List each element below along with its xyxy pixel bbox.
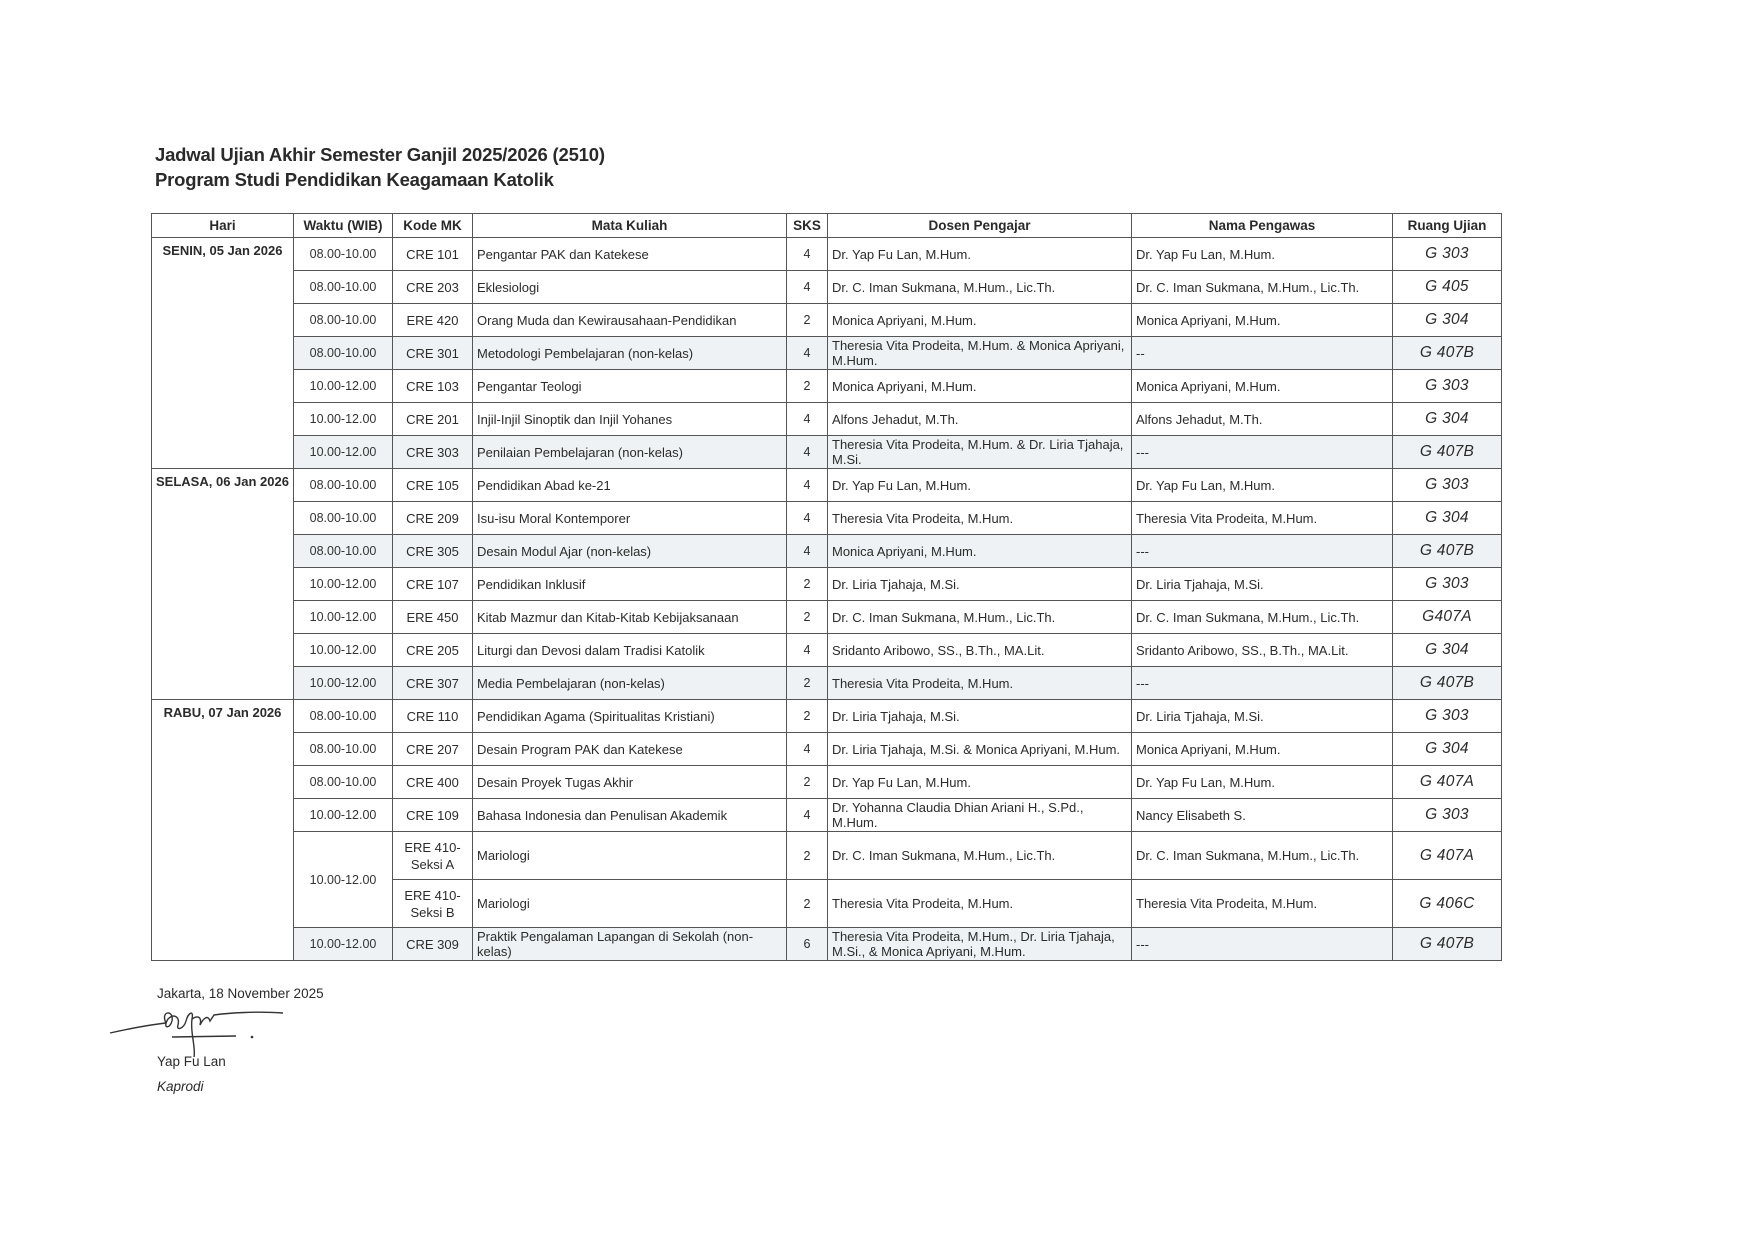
- exam-room-cell: G 407B: [1393, 667, 1502, 700]
- exam-room-cell: G 407A: [1393, 766, 1502, 799]
- proctor-cell: Nancy Elisabeth S.: [1132, 799, 1393, 832]
- credits-cell: 2: [787, 568, 828, 601]
- course-name-cell: Bahasa Indonesia dan Penulisan Akademik: [473, 799, 787, 832]
- document-title: Jadwal Ujian Akhir Semester Ganjil 2025/2026 (2510): [155, 144, 605, 165]
- column-header: Dosen Pengajar: [828, 214, 1132, 238]
- course-code-cell: CRE 110: [393, 700, 473, 733]
- lecturer-cell: Theresia Vita Prodeita, M.Hum., Dr. Liria Tjahaja, M.Si., & Monica Apriyani, M.Hum.: [828, 928, 1132, 961]
- time-cell: 08.00-10.00: [294, 271, 393, 304]
- table-row: [152, 766, 1502, 799]
- credits-cell: 4: [787, 733, 828, 766]
- course-name-cell: Mariologi: [473, 832, 787, 880]
- exam-room-cell: G 304: [1393, 634, 1502, 667]
- course-code-cell: CRE 103: [393, 370, 473, 403]
- time-cell: 08.00-10.00: [294, 700, 393, 733]
- credits-cell: 2: [787, 880, 828, 928]
- exam-room-cell: G 407A: [1393, 832, 1502, 880]
- course-name-cell: Desain Proyek Tugas Akhir: [473, 766, 787, 799]
- lecturer-cell: Dr. C. Iman Sukmana, M.Hum., Lic.Th.: [828, 271, 1132, 304]
- course-name-cell: Pendidikan Agama (Spiritualitas Kristiani): [473, 700, 787, 733]
- course-name-cell: Metodologi Pembelajaran (non-kelas): [473, 337, 787, 370]
- proctor-cell: Theresia Vita Prodeita, M.Hum.: [1132, 880, 1393, 928]
- credits-cell: 4: [787, 238, 828, 271]
- table-row: [152, 370, 1502, 403]
- course-name-cell: Praktik Pengalaman Lapangan di Sekolah (non-kelas): [473, 928, 787, 961]
- place-date: Jakarta, 18 November 2025: [157, 986, 324, 1001]
- lecturer-cell: Theresia Vita Prodeita, M.Hum.: [828, 667, 1132, 700]
- credits-cell: 6: [787, 928, 828, 961]
- table-header-row: [152, 214, 1502, 238]
- time-cell: 10.00-12.00: [294, 403, 393, 436]
- course-code-cell: CRE 209: [393, 502, 473, 535]
- time-cell: 10.00-12.00: [294, 436, 393, 469]
- course-code-cell: CRE 205: [393, 634, 473, 667]
- credits-cell: 2: [787, 700, 828, 733]
- table-row: [152, 469, 1502, 502]
- course-name-cell: Isu-isu Moral Kontemporer: [473, 502, 787, 535]
- lecturer-cell: Dr. Liria Tjahaja, M.Si.: [828, 568, 1132, 601]
- exam-schedule-table: [151, 213, 1502, 961]
- credits-cell: 2: [787, 601, 828, 634]
- course-name-cell: Mariologi: [473, 880, 787, 928]
- course-name-cell: Pengantar PAK dan Katekese: [473, 238, 787, 271]
- proctor-cell: --: [1132, 337, 1393, 370]
- time-cell: 10.00-12.00: [294, 568, 393, 601]
- proctor-cell: Monica Apriyani, M.Hum.: [1132, 304, 1393, 337]
- handwritten-signature-icon: [108, 1003, 308, 1063]
- lecturer-cell: Dr. Liria Tjahaja, M.Si.: [828, 700, 1132, 733]
- time-cell: 08.00-10.00: [294, 535, 393, 568]
- table-row: [152, 304, 1502, 337]
- course-code-cell: CRE 309: [393, 928, 473, 961]
- proctor-cell: ---: [1132, 535, 1393, 568]
- time-cell: 10.00-12.00: [294, 370, 393, 403]
- course-name-cell: Kitab Mazmur dan Kitab-Kitab Kebijaksanaan: [473, 601, 787, 634]
- course-code-cell: ERE 450: [393, 601, 473, 634]
- time-cell: 08.00-10.00: [294, 733, 393, 766]
- exam-room-cell: G 303: [1393, 238, 1502, 271]
- table-row: [152, 634, 1502, 667]
- proctor-cell: ---: [1132, 928, 1393, 961]
- course-code-cell: CRE 400: [393, 766, 473, 799]
- time-cell: 08.00-10.00: [294, 238, 393, 271]
- day-cell: SELASA, 06 Jan 2026: [152, 469, 294, 700]
- table-row: [152, 667, 1502, 700]
- course-name-cell: Eklesiologi: [473, 271, 787, 304]
- course-code-cell: CRE 203: [393, 271, 473, 304]
- day-cell: SENIN, 05 Jan 2026: [152, 238, 294, 469]
- course-code-cell: CRE 201: [393, 403, 473, 436]
- table-row: [152, 238, 1502, 271]
- exam-room-cell: G 407B: [1393, 928, 1502, 961]
- credits-cell: 4: [787, 634, 828, 667]
- lecturer-cell: Theresia Vita Prodeita, M.Hum.: [828, 502, 1132, 535]
- document-subtitle: Program Studi Pendidikan Keagamaan Katolik: [155, 169, 554, 190]
- exam-room-cell: G 303: [1393, 469, 1502, 502]
- exam-room-cell: G 407B: [1393, 436, 1502, 469]
- lecturer-cell: Dr. Yohanna Claudia Dhian Ariani H., S.Pd., M.Hum.: [828, 799, 1132, 832]
- lecturer-cell: Dr. Liria Tjahaja, M.Si. & Monica Apriyani, M.Hum.: [828, 733, 1132, 766]
- exam-room-cell: G 303: [1393, 700, 1502, 733]
- exam-room-cell: G 407B: [1393, 337, 1502, 370]
- course-code-cell: CRE 107: [393, 568, 473, 601]
- credits-cell: 2: [787, 667, 828, 700]
- lecturer-cell: Dr. Yap Fu Lan, M.Hum.: [828, 766, 1132, 799]
- credits-cell: 2: [787, 304, 828, 337]
- course-code-cell: CRE 101: [393, 238, 473, 271]
- lecturer-cell: Theresia Vita Prodeita, M.Hum. & Dr. Liria Tjahaja, M.Si.: [828, 436, 1132, 469]
- course-name-cell: Pengantar Teologi: [473, 370, 787, 403]
- table-row: [152, 337, 1502, 370]
- proctor-cell: ---: [1132, 667, 1393, 700]
- document-header: [155, 142, 605, 192]
- table-row: [152, 733, 1502, 766]
- proctor-cell: Dr. Yap Fu Lan, M.Hum.: [1132, 238, 1393, 271]
- proctor-cell: Dr. Yap Fu Lan, M.Hum.: [1132, 469, 1393, 502]
- time-cell: 08.00-10.00: [294, 469, 393, 502]
- proctor-cell: Sridanto Aribowo, SS., B.Th., MA.Lit.: [1132, 634, 1393, 667]
- table-row: [152, 700, 1502, 733]
- exam-room-cell: G407A: [1393, 601, 1502, 634]
- exam-room-cell: G 303: [1393, 370, 1502, 403]
- time-cell: 08.00-10.00: [294, 502, 393, 535]
- proctor-cell: Monica Apriyani, M.Hum.: [1132, 733, 1393, 766]
- time-cell: 08.00-10.00: [294, 304, 393, 337]
- table-row: [152, 502, 1502, 535]
- time-cell: 10.00-12.00: [294, 634, 393, 667]
- credits-cell: 2: [787, 766, 828, 799]
- course-code-cell: CRE 305: [393, 535, 473, 568]
- proctor-cell: Dr. C. Iman Sukmana, M.Hum., Lic.Th.: [1132, 601, 1393, 634]
- time-cell: 10.00-12.00: [294, 799, 393, 832]
- proctor-cell: Dr. Liria Tjahaja, M.Si.: [1132, 568, 1393, 601]
- column-header: SKS: [787, 214, 828, 238]
- lecturer-cell: Monica Apriyani, M.Hum.: [828, 370, 1132, 403]
- course-name-cell: Pendidikan Abad ke-21: [473, 469, 787, 502]
- lecturer-cell: Dr. C. Iman Sukmana, M.Hum., Lic.Th.: [828, 832, 1132, 880]
- course-code-cell: ERE 420: [393, 304, 473, 337]
- exam-room-cell: G 303: [1393, 568, 1502, 601]
- day-cell: RABU, 07 Jan 2026: [152, 700, 294, 961]
- table-row: [152, 403, 1502, 436]
- time-cell: 08.00-10.00: [294, 337, 393, 370]
- proctor-cell: Theresia Vita Prodeita, M.Hum.: [1132, 502, 1393, 535]
- course-name-cell: Injil-Injil Sinoptik dan Injil Yohanes: [473, 403, 787, 436]
- exam-room-cell: G 406C: [1393, 880, 1502, 928]
- course-name-cell: Media Pembelajaran (non-kelas): [473, 667, 787, 700]
- credits-cell: 4: [787, 469, 828, 502]
- credits-cell: 4: [787, 403, 828, 436]
- lecturer-cell: Dr. Yap Fu Lan, M.Hum.: [828, 238, 1132, 271]
- proctor-cell: Dr. C. Iman Sukmana, M.Hum., Lic.Th.: [1132, 271, 1393, 304]
- column-header: Waktu (WIB): [294, 214, 393, 238]
- column-header: Mata Kuliah: [473, 214, 787, 238]
- proctor-cell: Monica Apriyani, M.Hum.: [1132, 370, 1393, 403]
- course-name-cell: Liturgi dan Devosi dalam Tradisi Katolik: [473, 634, 787, 667]
- lecturer-cell: Theresia Vita Prodeita, M.Hum.: [828, 880, 1132, 928]
- course-name-cell: Orang Muda dan Kewirausahaan-Pendidikan: [473, 304, 787, 337]
- lecturer-cell: Alfons Jehadut, M.Th.: [828, 403, 1132, 436]
- proctor-cell: Dr. C. Iman Sukmana, M.Hum., Lic.Th.: [1132, 832, 1393, 880]
- table-row: [152, 535, 1502, 568]
- lecturer-cell: Monica Apriyani, M.Hum.: [828, 535, 1132, 568]
- course-name-cell: Penilaian Pembelajaran (non-kelas): [473, 436, 787, 469]
- time-cell: 10.00-12.00: [294, 928, 393, 961]
- exam-room-cell: G 304: [1393, 502, 1502, 535]
- time-cell: 08.00-10.00: [294, 766, 393, 799]
- credits-cell: 4: [787, 799, 828, 832]
- table-row: [152, 799, 1502, 832]
- credits-cell: 4: [787, 271, 828, 304]
- course-name-cell: Desain Program PAK dan Katekese: [473, 733, 787, 766]
- credits-cell: 2: [787, 370, 828, 403]
- credits-cell: 4: [787, 436, 828, 469]
- table-row: [152, 568, 1502, 601]
- table-row: [152, 601, 1502, 634]
- exam-room-cell: G 304: [1393, 733, 1502, 766]
- proctor-cell: Dr. Yap Fu Lan, M.Hum.: [1132, 766, 1393, 799]
- exam-room-cell: G 407B: [1393, 535, 1502, 568]
- column-header: Hari: [152, 214, 294, 238]
- course-code-cell: CRE 105: [393, 469, 473, 502]
- course-code-cell: CRE 109: [393, 799, 473, 832]
- proctor-cell: ---: [1132, 436, 1393, 469]
- course-name-cell: Pendidikan Inklusif: [473, 568, 787, 601]
- column-header: Kode MK: [393, 214, 473, 238]
- credits-cell: 4: [787, 535, 828, 568]
- table-row: [152, 928, 1502, 961]
- table-body: [152, 238, 1502, 961]
- table-row: [152, 832, 1502, 880]
- course-code-cell: ERE 410-Seksi B: [393, 880, 473, 928]
- time-cell: 10.00-12.00: [294, 601, 393, 634]
- course-code-cell: CRE 207: [393, 733, 473, 766]
- exam-room-cell: G 303: [1393, 799, 1502, 832]
- lecturer-cell: Theresia Vita Prodeita, M.Hum. & Monica Apriyani, M.Hum.: [828, 337, 1132, 370]
- column-header: Ruang Ujian: [1393, 214, 1502, 238]
- proctor-cell: Alfons Jehadut, M.Th.: [1132, 403, 1393, 436]
- credits-cell: 4: [787, 337, 828, 370]
- lecturer-cell: Monica Apriyani, M.Hum.: [828, 304, 1132, 337]
- lecturer-cell: Dr. Yap Fu Lan, M.Hum.: [828, 469, 1132, 502]
- exam-room-cell: G 304: [1393, 403, 1502, 436]
- course-code-cell: CRE 307: [393, 667, 473, 700]
- proctor-cell: Dr. Liria Tjahaja, M.Si.: [1132, 700, 1393, 733]
- signatory-name: Yap Fu Lan: [157, 1054, 226, 1069]
- credits-cell: 4: [787, 502, 828, 535]
- time-cell: 10.00-12.00: [294, 832, 393, 928]
- course-code-cell: CRE 301: [393, 337, 473, 370]
- course-name-cell: Desain Modul Ajar (non-kelas): [473, 535, 787, 568]
- lecturer-cell: Dr. C. Iman Sukmana, M.Hum., Lic.Th.: [828, 601, 1132, 634]
- credits-cell: 2: [787, 832, 828, 880]
- course-code-cell: ERE 410-Seksi A: [393, 832, 473, 880]
- course-code-cell: CRE 303: [393, 436, 473, 469]
- column-header: Nama Pengawas: [1132, 214, 1393, 238]
- table-row: [152, 271, 1502, 304]
- signatory-role: Kaprodi: [157, 1079, 204, 1094]
- table-row: [152, 436, 1502, 469]
- exam-room-cell: G 405: [1393, 271, 1502, 304]
- lecturer-cell: Sridanto Aribowo, SS., B.Th., MA.Lit.: [828, 634, 1132, 667]
- exam-room-cell: G 304: [1393, 304, 1502, 337]
- time-cell: 10.00-12.00: [294, 667, 393, 700]
